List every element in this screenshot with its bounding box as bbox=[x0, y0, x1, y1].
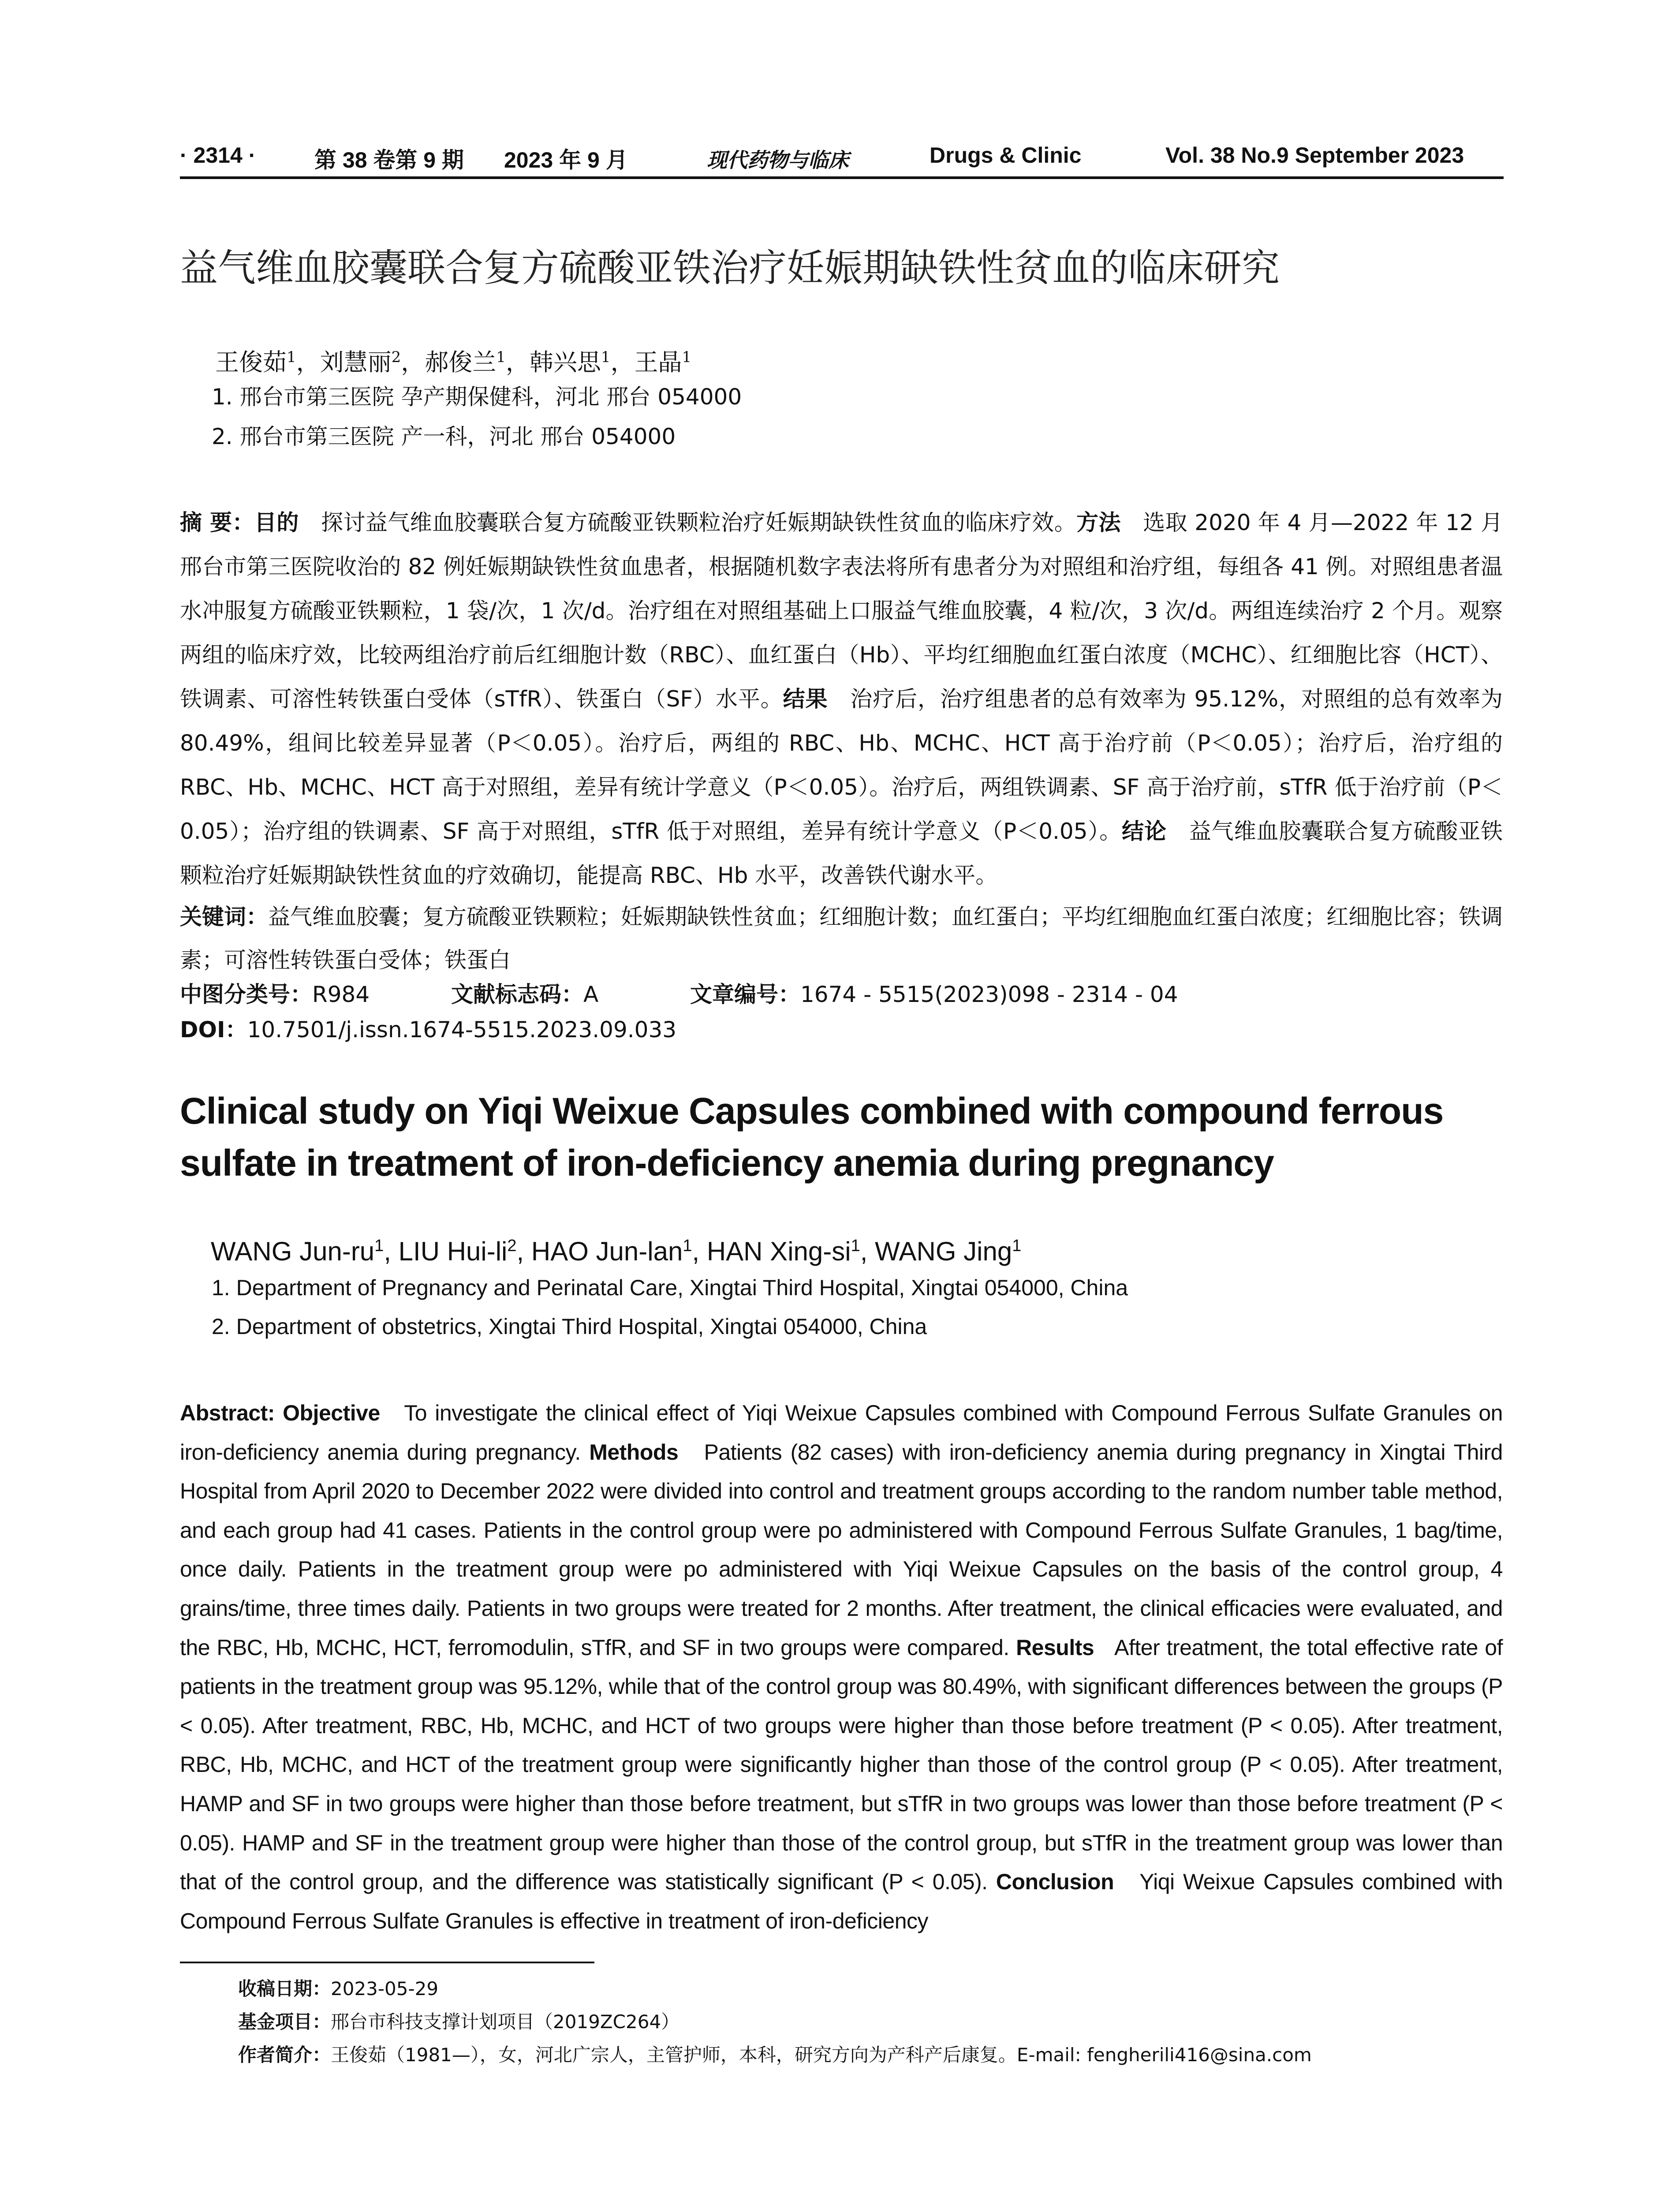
received-label: 收稿日期： bbox=[238, 1978, 331, 1999]
author-separator: , bbox=[860, 1237, 875, 1266]
author-affiliation-mark: 2 bbox=[391, 348, 401, 366]
article-number-label: 文章编号： bbox=[690, 982, 800, 1007]
volume-cn: 第 38 卷第 9 期 bbox=[314, 148, 464, 172]
abstract-label: Abstract: bbox=[180, 1401, 283, 1425]
fund-text: 邢台市科技支撑计划项目（2019ZC264） bbox=[331, 2011, 680, 2033]
abstract-cn bbox=[180, 501, 1503, 897]
doc-code-label: 文献标志码： bbox=[451, 982, 583, 1007]
author-name: 王晶 bbox=[634, 348, 682, 376]
methods-text: 选取 2020 年 4 月—2022 年 12 月邢台市第三医院收治的 82 例妊娠期缺铁性贫血患者，根据随机数字表法将所有患者分为对照组和治疗组，每组各 41 例。对照组患者温水冲服复方硫酸亚铁颗粒，1 袋/次，1 次/d。治疗组在对照组基础上口服益气维血胶囊，4 粒/次，3 次/d。两组连续治疗 2 个月。观察两组的临床疗效，比较两组治疗前后红细胞计数（RBC）、血红蛋白（Hb）、平均红细胞血红蛋白浓度（MCHC）、红细胞比容（HCT）、铁调素、可溶性转铁蛋白受体（sTfR）、铁蛋白（SF）水平。 bbox=[180, 510, 1503, 712]
author-name: HAN Xing-si bbox=[706, 1237, 851, 1266]
author-affiliation-mark: 1 bbox=[851, 1237, 860, 1255]
doi-line bbox=[180, 1012, 676, 1047]
footnote-fund bbox=[238, 2009, 679, 2035]
author-affiliation-mark: 2 bbox=[507, 1237, 517, 1255]
keywords-label: 关键词： bbox=[180, 904, 268, 930]
author-name: LIU Hui-li bbox=[398, 1237, 508, 1266]
journal-name-en: Drugs & Clinic bbox=[930, 143, 1082, 168]
author-affiliation-mark: 1 bbox=[496, 348, 506, 366]
title-en: Clinical study on Yiqi Weixue Capsules combined with compound ferrous sulfate in treatment of iron-deficiency anemia during pregnancy bbox=[180, 1090, 1444, 1184]
bio-label: 作者简介： bbox=[238, 2044, 331, 2066]
author-name: WANG Jing bbox=[875, 1237, 1012, 1266]
affiliation-cn: 1. 邢台市第三医院 孕产期保健科，河北 邢台 054000 bbox=[212, 384, 742, 410]
abstract-label: 摘 要： bbox=[180, 510, 254, 535]
doi-value: 10.7501/j.issn.1674-5515.2023.09.033 bbox=[247, 1017, 677, 1043]
article-number-value: 1674 - 5515(2023)098 - 2314 - 04 bbox=[800, 982, 1178, 1007]
author-name: 郝俊兰 bbox=[425, 348, 497, 376]
doi-label: DOI： bbox=[180, 1017, 247, 1043]
objective-text: To investigate the clinical effect of Yiqi Weixue Capsules combined with Compound Ferrous Sulfate Granules on iron-deficiency anemia during pregnancy. bbox=[180, 1401, 1503, 1465]
author-separator: ， bbox=[610, 348, 635, 376]
received-date: 2023-05-29 bbox=[331, 1978, 439, 1999]
authors-en bbox=[211, 1228, 1021, 1269]
bio-text: 王俊茹（1981—），女，河北广宗人，主管护师，本科，研究方向为产科产后康复。E-mail: fengherili416@sina.com bbox=[331, 2044, 1312, 2066]
author-separator: ， bbox=[505, 348, 530, 376]
objective-label: Objective bbox=[283, 1401, 380, 1425]
objective-text: 探讨益气维血胶囊联合复方硫酸亚铁颗粒治疗妊娠期缺铁性贫血的临床疗效。 bbox=[321, 510, 1077, 535]
journal-name-cn: 现代药物与临床 bbox=[707, 148, 849, 172]
doc-code-value: A bbox=[583, 982, 599, 1007]
author-name: WANG Jun-ru bbox=[211, 1237, 375, 1266]
author-affiliation-mark: 1 bbox=[1012, 1237, 1022, 1255]
clc-item bbox=[180, 977, 451, 1012]
author-name: 王俊茹 bbox=[215, 348, 287, 376]
conclusion-text: Yiqi Weixue Capsules combined with Compound Ferrous Sulfate Granules is effective in treatment of iron-deficiency bbox=[180, 1869, 1503, 1933]
author-separator: ， bbox=[401, 348, 425, 376]
footnote-rule bbox=[180, 1962, 594, 1963]
title-cn: 益气维血胶囊联合复方硫酸亚铁治疗妊娠期缺铁性贫血的临床研究 bbox=[180, 246, 1280, 290]
conclusion-label: Conclusion bbox=[996, 1869, 1114, 1895]
author-affiliation-mark: 1 bbox=[287, 348, 296, 366]
affiliation-en: 2. Department of obstetrics, Xingtai Third Hospital, Xingtai 054000, China bbox=[212, 1314, 927, 1339]
author-separator: , bbox=[692, 1237, 707, 1266]
running-header bbox=[180, 139, 1503, 179]
author-separator: , bbox=[384, 1237, 399, 1266]
classification-line bbox=[180, 977, 1178, 1012]
conclusion-label: 结论 bbox=[1122, 818, 1167, 844]
objective-label: 目的 bbox=[254, 510, 299, 535]
methods-label: Methods bbox=[589, 1439, 679, 1465]
footnote-received bbox=[238, 1976, 438, 2002]
author-affiliation-mark: 1 bbox=[683, 1237, 692, 1255]
conclusion-text: 益气维血胶囊联合复方硫酸亚铁颗粒治疗妊娠期缺铁性贫血的疗效确切，能提高 RBC、Hb 水平，改善铁代谢水平。 bbox=[180, 818, 1503, 888]
methods-text: Patients (82 cases) with iron-deficiency anemia during pregnancy in Xingtai Third Hospital from April 2020 to December 2022 were divided into control and treatment groups according to the random number table method, and each group had 41 cases. Patients in the control group were po administered with Compound Ferrous Sulfate Granules, 1 bag/time, once daily. Patients in the treatment group were po administered with Yiqi Weixue Capsules on the basis of the control group, 4 grains/time, three times daily. Patients in two groups were treated for 2 months. After treatment, the clinical efficacies were evaluated, and the RBC, Hb, MCHC, HCT, ferromodulin, sTfR, and SF in two groups were compared. bbox=[180, 1439, 1503, 1660]
results-text: 治疗后，治疗组患者的总有效率为 95.12%，对照组的总有效率为 80.49%，组间比较差异显著（P＜0.05）。治疗后，两组的 RBC、Hb、MCHC、HCT 高于治疗前（P＜0.05）；治疗后，治疗组的 RBC、Hb、MCHC、HCT 高于对照组，差异有统计学意义（P＜0.05）。治疗后，两组铁调素、SF 高于治疗前，sTfR 低于治疗前（P＜0.05）；治疗组的铁调素、SF 高于对照组，sTfR 低于对照组，差异有统计学意义（P＜0.05）。 bbox=[180, 686, 1503, 844]
author-name: 韩兴思 bbox=[529, 348, 601, 376]
doc-code-item bbox=[451, 977, 690, 1012]
authors-cn bbox=[215, 340, 691, 380]
results-label: Results bbox=[1016, 1635, 1094, 1660]
footnote-author-bio bbox=[238, 2042, 1312, 2068]
author-affiliation-mark: 1 bbox=[601, 348, 611, 366]
affiliation-cn: 2. 邢台市第三医院 产一科，河北 邢台 054000 bbox=[212, 424, 676, 449]
keywords-cn bbox=[180, 895, 1503, 982]
author-affiliation-mark: 1 bbox=[682, 348, 692, 366]
author-name: HAO Jun-lan bbox=[531, 1237, 683, 1266]
clc-value: R984 bbox=[312, 982, 370, 1007]
author-separator: , bbox=[516, 1237, 531, 1266]
clc-label: 中图分类号： bbox=[180, 982, 312, 1007]
keywords-text: 益气维血胶囊；复方硫酸亚铁颗粒；妊娠期缺铁性贫血；红细胞计数；血红蛋白；平均红细胞血红蛋白浓度；红细胞比容；铁调素；可溶性转铁蛋白受体；铁蛋白 bbox=[180, 904, 1503, 973]
author-separator: ， bbox=[296, 348, 320, 376]
fund-label: 基金项目： bbox=[238, 2011, 331, 2033]
results-text: After treatment, the total effective rate of patients in the treatment group was 95.12%, while that of the control group was 80.49%, with significant differences between the groups (P < 0.05). After treatment, RBC, Hb, MCHC, and HCT of two groups were higher than those before treatment (P < 0.05). After treatment, RBC, Hb, MCHC, and HCT of the treatment group were significantly higher than those of the control group (P < 0.05). After treatment, HAMP and SF in two groups were higher than those before treatment, but sTfR in two groups was lower than those before treatment (P < 0.05). HAMP and SF in the treatment group were higher than those of the control group, but sTfR in the treatment group was lower than that of the control group, and the difference was statistically significant (P < 0.05). bbox=[180, 1635, 1503, 1895]
volume-en: Vol. 38 No.9 September 2023 bbox=[1165, 143, 1464, 168]
date-cn: 2023 年 9 月 bbox=[504, 148, 628, 172]
results-label: 结果 bbox=[783, 686, 828, 712]
abstract-en bbox=[180, 1394, 1503, 1940]
author-name: 刘慧丽 bbox=[320, 348, 392, 376]
author-affiliation-mark: 1 bbox=[374, 1237, 384, 1255]
methods-label: 方法 bbox=[1076, 510, 1121, 535]
page-number: · 2314 · bbox=[180, 143, 256, 168]
article-number-item bbox=[690, 977, 1178, 1012]
affiliation-en: 1. Department of Pregnancy and Perinatal Care, Xingtai Third Hospital, Xingtai 054000, China bbox=[212, 1275, 1128, 1300]
header-rule bbox=[180, 176, 1504, 179]
